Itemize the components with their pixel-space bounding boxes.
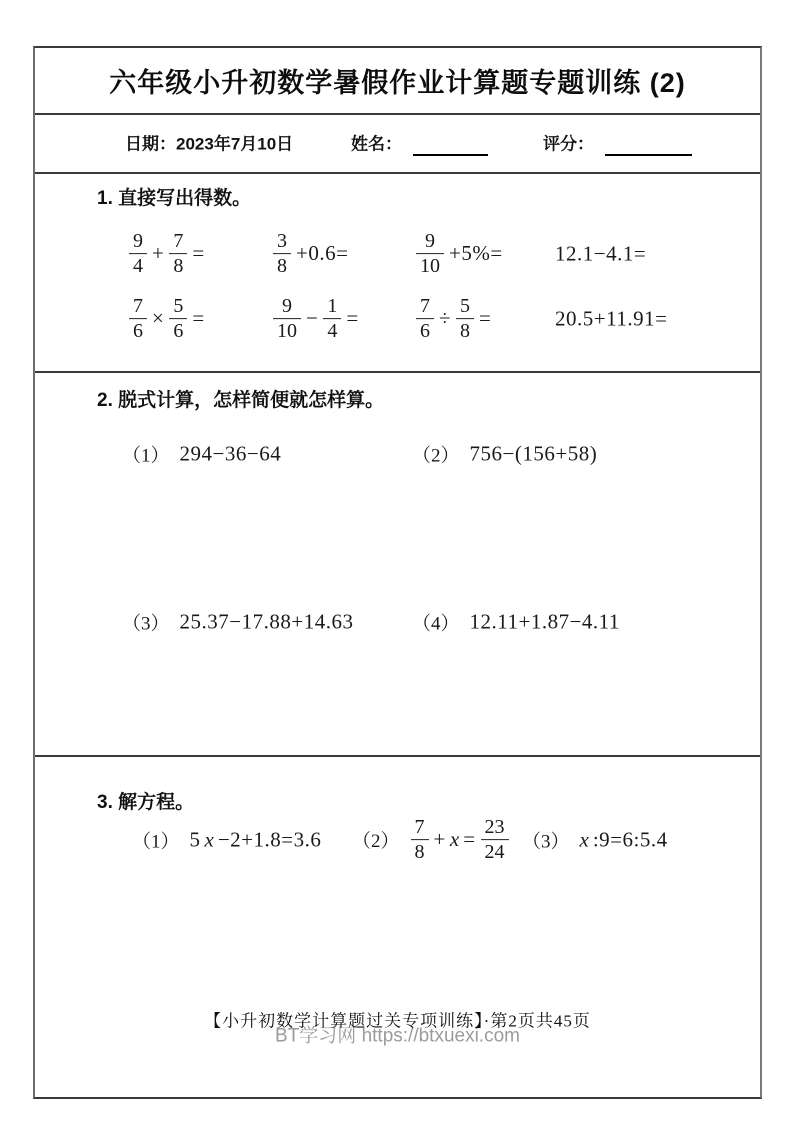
math-problem [553,242,648,267]
fraction-numerator: 3 [277,230,287,253]
problem-label: （4） [412,613,460,635]
score-label: 评分： [543,134,594,154]
math-text: = [479,306,492,331]
fraction [416,230,444,278]
problem-label: （3） [522,831,570,853]
math-text: = [192,241,205,266]
math-text: :9=6:5.4 [592,827,668,852]
math-problem [122,441,283,468]
math-text: ÷ [439,306,452,331]
math-text: 12.1−4.1= [555,241,647,266]
divider-below-title [35,113,760,115]
variable: x [579,827,589,852]
math-text: 294−36−64 [179,441,282,466]
fraction-denominator: 8 [273,254,291,278]
math-text: = [192,306,205,331]
fraction-denominator: 6 [169,319,187,343]
worksheet-border-box [33,46,762,1099]
math-text: × [152,306,165,331]
math-expression [413,230,505,278]
math-text: − [306,306,319,331]
math-text: 20.5+11.91= [555,306,668,331]
math-expression [408,816,512,864]
section2-heading: 2. 脱式计算，怎样简便就怎样算。 [97,390,385,411]
fraction-denominator: 6 [416,319,434,343]
name-blank-line [413,154,488,156]
fraction [169,230,187,278]
math-problem [270,295,361,343]
math-expression [270,295,361,343]
math-problem [413,295,493,343]
fraction [129,295,147,343]
fraction-numerator: 23 [484,816,505,839]
fraction [273,230,291,278]
math-problem [132,827,323,854]
page-footer: 【小升初数学计算题过关专项训练】·第2页共45页 [204,1011,591,1031]
math-expression [468,610,622,635]
name-label: 姓名： [351,134,402,154]
variable: x [449,827,460,852]
math-problem [522,827,670,854]
variable: x [204,827,214,852]
fraction-numerator: 1 [327,295,338,318]
math-expression [188,828,324,853]
fraction-numerator: 9 [425,230,435,253]
math-problem [126,230,207,278]
math-expression [468,442,600,467]
divider-below-meta [35,172,760,174]
fraction-denominator: 10 [416,254,444,278]
date-label: 日期：2023年7月10日 [125,134,294,154]
fraction-denominator: 8 [411,840,429,864]
fraction-numerator: 7 [420,295,430,318]
math-text: + [152,241,165,266]
title-section [35,48,760,113]
fraction-denominator: 6 [129,319,147,343]
math-problem [122,609,355,636]
fraction [456,295,474,343]
math-expression [126,230,207,278]
math-text: −2+1.8=3.6 [217,827,322,852]
math-text: 756−(156+58) [469,441,598,466]
divider-below-section2 [35,755,760,757]
fraction [323,295,341,343]
fraction-denominator: 8 [169,254,187,278]
divider-below-section1 [35,371,760,373]
fraction-denominator: 4 [129,254,147,278]
math-text: +5%= [449,241,503,266]
math-expression [270,230,350,278]
fraction-denominator: 10 [273,319,301,343]
fraction-denominator: 24 [481,840,509,864]
math-text: = [346,306,359,331]
math-expression [553,242,648,267]
math-text: 25.37−17.88+14.63 [179,609,354,634]
fraction [169,295,187,343]
score-blank-line [605,154,692,156]
math-text: 5 [189,827,201,852]
math-problem [270,230,350,278]
math-expression [126,295,207,343]
fraction-numerator: 7 [133,295,143,318]
math-text: 12.11+1.87−4.11 [469,609,620,634]
fraction-numerator: 9 [282,295,292,318]
math-text: + [433,827,446,852]
math-problem [412,609,622,636]
math-expression [553,307,669,332]
problem-label: （2） [352,831,400,853]
fraction [129,230,147,278]
fraction-numerator: 7 [173,230,184,253]
math-text: +0.6= [296,241,349,266]
math-problem [126,295,207,343]
fraction [273,295,301,343]
math-expression [413,295,493,343]
problem-label: （1） [122,445,170,467]
math-problem [413,230,505,278]
math-expression [178,610,356,635]
section1-heading: 1. 直接写出得数。 [97,188,252,209]
problem-label: （1） [132,831,180,853]
problem-label: （2） [412,445,460,467]
math-problem [352,816,512,864]
math-text: = [463,827,476,852]
fraction [481,816,509,864]
math-expression [578,828,670,853]
math-problem [412,441,599,468]
watermark-text: BT学习网 https://btxuexi.com [275,1025,520,1047]
page-title: 六年级小升初数学暑假作业计算题专题训练 (2) [109,68,686,98]
fraction-numerator: 5 [460,295,471,318]
problem-label: （3） [122,613,170,635]
fraction-numerator: 9 [133,230,143,253]
math-expression [178,442,284,467]
section3-heading: 3. 解方程。 [97,792,195,813]
fraction [411,816,429,864]
fraction-numerator: 5 [173,295,184,318]
fraction-numerator: 7 [414,816,425,839]
fraction-denominator: 4 [323,319,341,343]
math-problem [553,307,669,332]
fraction [416,295,434,343]
fraction-denominator: 8 [456,319,474,343]
